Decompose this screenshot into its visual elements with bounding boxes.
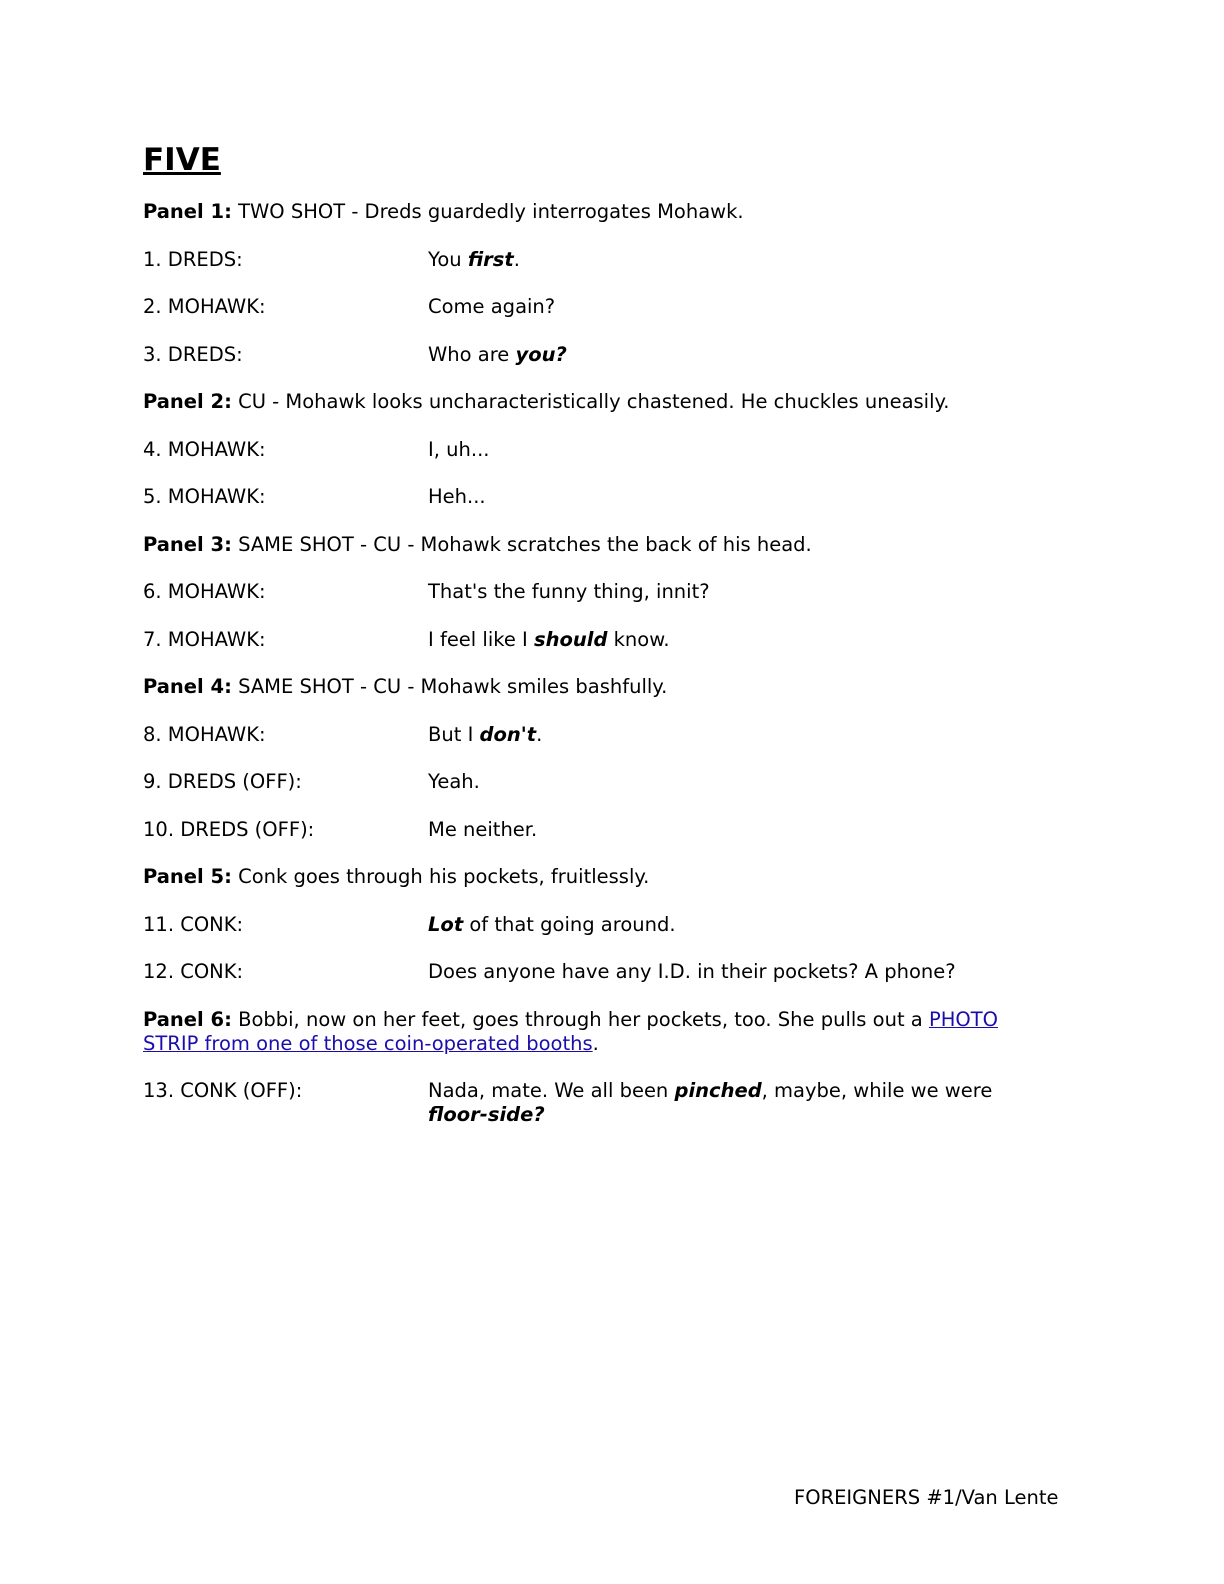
speaker: 2. MOHAWK: <box>143 295 266 318</box>
speaker: 8. MOHAWK: <box>143 722 266 746</box>
panel-description-text: CU - Mohawk looks uncharacteristically chastened. He chuckles uneasily. <box>238 390 950 413</box>
page-heading: FIVE <box>143 142 221 178</box>
dialogue-text: Yeah. <box>428 770 480 793</box>
dialogue-line <box>143 818 1043 842</box>
dialogue-line <box>143 723 1043 747</box>
dialogue-text: Me neither. <box>428 817 538 841</box>
panel-description <box>143 200 1043 224</box>
script-page <box>143 140 1043 1151</box>
speaker: 1. DREDS: <box>143 247 243 271</box>
dialogue-line <box>143 1079 1043 1127</box>
page-footer: FOREIGNERS #1/Van Lente <box>794 1486 1059 1509</box>
dialogue-text: I feel like I should know. <box>428 627 670 651</box>
dialogue-text: Who are you? <box>428 342 567 366</box>
dialogue-line <box>143 485 1043 509</box>
speaker: 11. CONK: <box>143 912 244 936</box>
panel-label: Panel 4: <box>143 675 232 698</box>
panel-description-text: SAME SHOT - CU - Mohawk smiles bashfully. <box>238 675 668 698</box>
dialogue-text: Lot of that going around. <box>428 912 676 936</box>
speaker: 4. MOHAWK: <box>143 437 266 461</box>
dialogue-line <box>143 770 1043 794</box>
panel-description <box>143 675 1043 699</box>
panel-label: Panel 5: <box>143 865 232 888</box>
speaker: 3. DREDS: <box>143 342 243 366</box>
panel-description <box>143 865 1043 889</box>
dialogue-line <box>143 913 1043 937</box>
dialogue-line <box>143 628 1043 652</box>
panel-label: Panel 3: <box>143 532 232 556</box>
dialogue-text: You first. <box>428 247 520 271</box>
speaker: 7. MOHAWK: <box>143 627 266 651</box>
dialogue-text: Does anyone have any I.D. in their pockets? A phone? <box>428 960 956 983</box>
dialogue-text: Nada, mate. We all been pinched, maybe, while we were floor-side? <box>428 1079 993 1126</box>
panel-label: Panel 6: <box>143 1007 232 1031</box>
dialogue-text: Heh... <box>428 485 486 508</box>
speaker: 13. CONK (OFF): <box>143 1079 303 1102</box>
dialogue-line <box>143 295 1043 319</box>
speaker: 10. DREDS (OFF): <box>143 817 315 841</box>
panel-description-text: TWO SHOT - Dreds guardedly interrogates Mohawk. <box>238 200 744 223</box>
photo-strip-link[interactable]: PHOTO STRIP from one of those coin-operated booths <box>143 1007 998 1055</box>
speaker: 5. MOHAWK: <box>143 485 266 508</box>
dialogue-text: I, uh... <box>428 437 490 461</box>
dialogue-text: But I don't. <box>428 722 543 746</box>
dialogue-line <box>143 580 1043 604</box>
panel-description: Panel 6: Bobbi, now on her feet, goes through her pockets, too. She pulls out a PHOTO STRIP from one of those coin-operated booths. <box>143 1007 998 1055</box>
panel-description-text: Conk goes through his pockets, fruitlessly. <box>238 865 650 888</box>
panel-description <box>143 390 1043 414</box>
dialogue-text: Come again? <box>428 295 556 318</box>
panel-label: Panel 1: <box>143 200 232 223</box>
panel-description <box>143 533 1043 557</box>
dialogue-line <box>143 960 1043 984</box>
panel-description-text: SAME SHOT - CU - Mohawk scratches the back of his head. <box>238 532 812 556</box>
speaker: 12. CONK: <box>143 960 244 983</box>
dialogue-text: That's the funny thing, innit? <box>428 580 710 603</box>
dialogue-line <box>143 438 1043 462</box>
dialogue-line <box>143 343 1043 367</box>
dialogue-line <box>143 248 1043 272</box>
panel-label: Panel 2: <box>143 390 232 413</box>
panel-description-text: Bobbi, now on her feet, goes through her pockets, too. She pulls out a <box>238 1007 929 1031</box>
speaker: 9. DREDS (OFF): <box>143 770 302 793</box>
speaker: 6. MOHAWK: <box>143 580 266 603</box>
